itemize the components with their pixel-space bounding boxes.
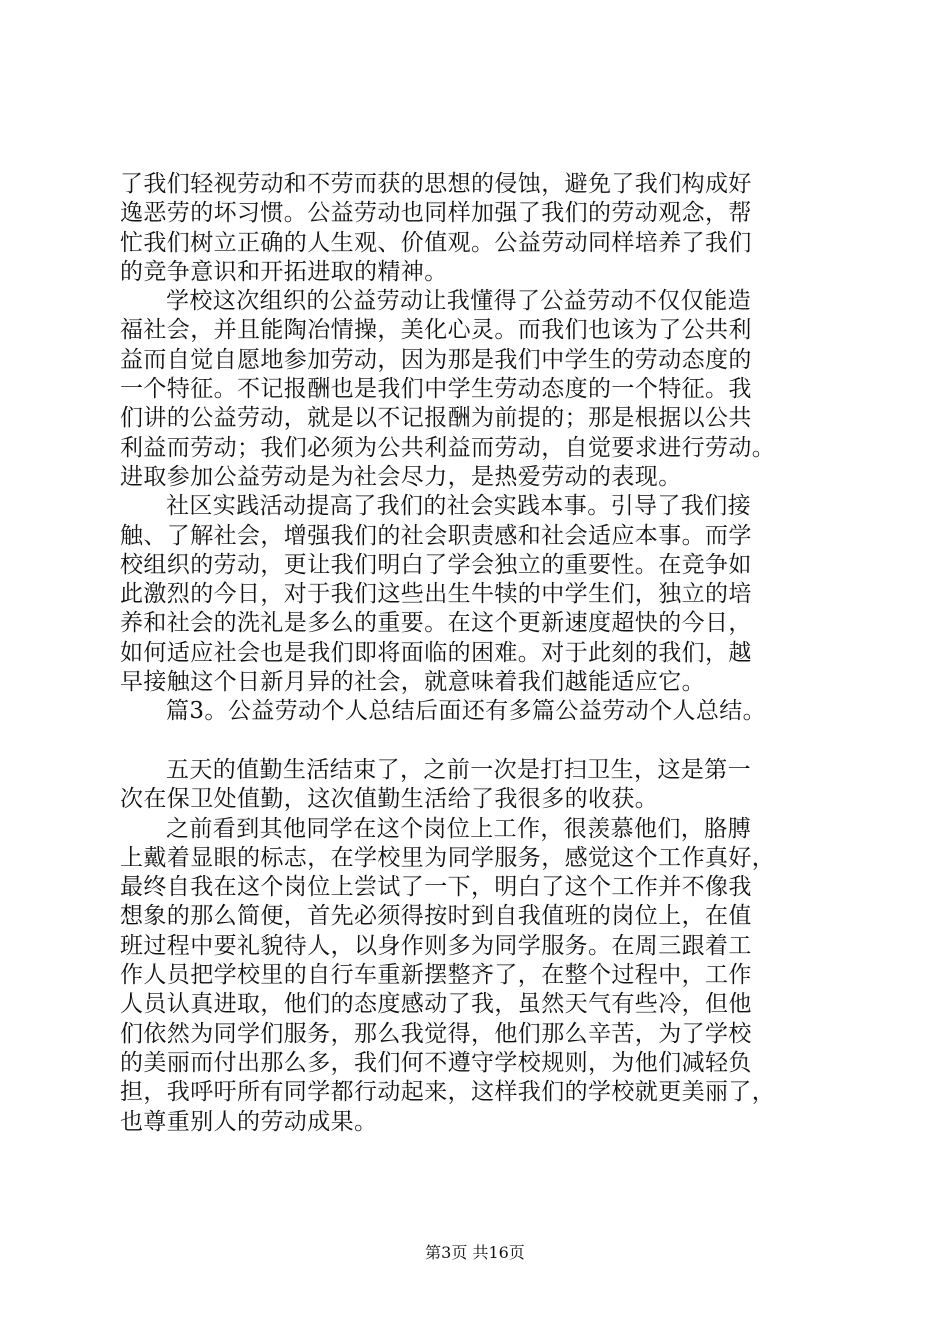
text-line: 最终自我在这个岗位上尝试了一下，明白了这个工作并不像我 [120,874,752,901]
text-line: 逸恶劳的坏习惯。公益劳动也同样加强了我们的劳动观念，帮 [120,200,752,227]
text-line: 忙我们树立正确的人生观、价值观。公益劳动同样培养了我们 [120,229,752,256]
text-line: 校组织的劳动，更让我们明白了学会独立的重要性。在竞争如 [120,551,752,578]
text-line: 一个特征。不记报酬也是我们中学生劳动态度的一个特征。我 [120,376,752,403]
text-line: 班过程中要礼貌待人，以身作则多为同学服务。在周三跟着工 [120,932,752,959]
text-line: 利益而劳动；我们必须为公共利益而劳动，自觉要求进行劳动。 [120,434,776,461]
text-line: 上戴着显眼的标志，在学校里为同学服务，感觉这个工作真好， [120,844,776,871]
text-line: 也尊重别人的劳动成果。 [120,1108,378,1135]
text-line: 养和社会的洗礼是多么的重要。在这个更新速度超快的今日， [120,610,752,637]
page-number-footer: 第3页 共16页 [425,1243,525,1262]
text-line: 如何适应社会也是我们即将面临的困难。对于此刻的我们，越 [120,639,752,666]
text-line: 次在保卫处值勤，这次值勤生活给了我很多的收获。 [120,786,659,813]
text-line: 福社会，并且能陶冶情操，美化心灵。而我们也该为了公共利 [120,317,752,344]
blank-line [120,727,840,756]
text-line: 此激烈的今日，对于我们这些出生牛犊的中学生们，独立的培 [120,581,752,608]
text-line: 们依然为同学们服务，那么我觉得，他们那么辛苦，为了学校 [120,1020,752,1047]
text-line: 们讲的公益劳动，就是以不记报酬为前提的；那是根据以公共 [120,405,752,432]
text-line: 早接触这个日新月异的社会，就意味着我们越能适应它。 [120,669,705,696]
text-line: 之前看到其他同学在这个岗位上工作，很羡慕他们，胳膊 [166,815,751,842]
text-line: 的竞争意识和开拓进取的精神。 [120,258,448,285]
text-line: 触、了解社会，增强我们的社会职责感和社会适应本事。而学 [120,522,752,549]
text-line: 益而自觉自愿地参加劳动，因为那是我们中学生的劳动态度的 [120,346,752,373]
text-line: 篇3。公益劳动个人总结后面还有多篇公益劳动个人总结。 [166,698,767,725]
document-body [120,170,840,1137]
text-line: 的美丽而付出那么多，我们何不遵守学校规则，为他们减轻负 [120,1049,752,1076]
text-line: 了我们轻视劳动和不劳而获的思想的侵蚀，避免了我们构成好 [120,171,752,197]
text-line: 进取参加公益劳动是为社会尽力，是热爱劳动的表现。 [120,463,682,490]
text-line: 学校这次组织的公益劳动让我懂得了公益劳动不仅仅能造 [166,288,751,315]
text-line: 社区实践活动提高了我们的社会实践本事。引导了我们接 [166,493,751,520]
text-line: 担，我呼吁所有同学都行动起来，这样我们的学校就更美丽了， [120,1079,776,1106]
text-line: 五天的值勤生活结束了，之前一次是打扫卫生，这是第一 [166,756,751,783]
text-line: 想象的那么简便，首先必须得按时到自我值班的岗位上，在值 [120,903,752,930]
text-line: 作人员把学校里的自行车重新摆整齐了，在整个过程中，工作 [120,962,752,989]
text-line: 人员认真进取，他们的态度感动了我，虽然天气有些冷，但他 [120,991,752,1018]
